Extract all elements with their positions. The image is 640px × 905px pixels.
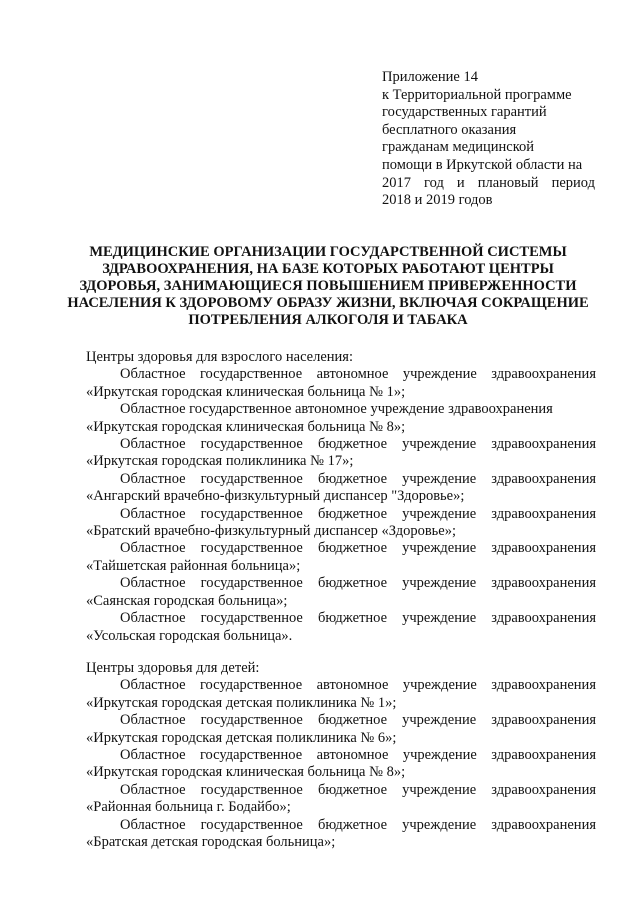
institution-type: Областное государственное бюджетное учреждение здравоохранения [120, 470, 596, 487]
children-centers-section [86, 660, 596, 851]
list-item [86, 677, 596, 712]
institution-name: «Иркутская городская клиническая больница № 8»; [86, 764, 406, 781]
list-item [86, 712, 596, 747]
appendix-block [382, 69, 595, 210]
institution-type: Областное государственное бюджетное учреждение здравоохранения [120, 781, 596, 798]
list-item [86, 540, 596, 575]
list-item [86, 366, 596, 401]
institution-name: «Районная больница г. Бодайбо»; [86, 799, 291, 816]
institution-name: «Братская детская городская больница»; [86, 834, 336, 851]
document-title [58, 244, 598, 329]
list-item [86, 401, 596, 436]
appendix-line: гражданам медицинской [382, 139, 535, 156]
institution-type: Областное государственное бюджетное учреждение здравоохранения [120, 505, 596, 522]
title-line: НАСЕЛЕНИЯ К ЗДОРОВОМУ ОБРАЗУ ЖИЗНИ, ВКЛЮЧАЯ СОКРАЩЕНИЕ [67, 295, 589, 311]
appendix-line: 2017 год и плановый период [382, 174, 595, 191]
list-item [86, 610, 596, 645]
section-heading: Центры здоровья для взрослого населения: [86, 349, 354, 365]
institution-name: «Иркутская городская клиническая больница № 8»; [86, 418, 406, 435]
title-line: ЗДОРОВЬЯ, ЗАНИМАЮЩИЕСЯ ПОВЫШЕНИЕМ ПРИВЕРЖЕННОСТИ [79, 278, 577, 294]
section-heading: Центры здоровья для детей: [86, 660, 260, 676]
appendix-line: государственных гарантий [382, 104, 547, 121]
appendix-line: 2018 и 2019 годов [382, 192, 493, 209]
institution-type: Областное государственное автономное учреждение здравоохранения [120, 366, 596, 383]
institution-name: «Братский врачебно-физкультурный диспансер «Здоровье»; [86, 523, 456, 540]
institution-name: «Ангарский врачебно-физкультурный диспансер "Здоровье»; [86, 488, 465, 505]
title-line: ПОТРЕБЛЕНИЯ АЛКОГОЛЯ И ТАБАКА [188, 312, 468, 328]
institution-name: «Усольская городская больница». [86, 627, 293, 644]
institution-type: Областное государственное бюджетное учреждение здравоохранения [120, 816, 596, 833]
title-line: МЕДИЦИНСКИЕ ОРГАНИЗАЦИИ ГОСУДАРСТВЕННОЙ СИСТЕМЫ [89, 244, 567, 260]
institution-type: Областное государственное бюджетное учреждение здравоохранения [120, 540, 596, 557]
list-item [86, 817, 596, 852]
institution-type: Областное государственное бюджетное учреждение здравоохранения [120, 575, 596, 592]
institution-name: «Саянская городская больница»; [86, 592, 288, 609]
institution-type: Областное государственное автономное учреждение здравоохранения [120, 747, 596, 764]
institution-type: Областное государственное автономное учреждение здравоохранения [120, 401, 553, 418]
institution-name: «Тайшетская районная больница»; [86, 557, 301, 574]
adult-centers-section [86, 349, 596, 645]
appendix-line: бесплатного оказания [382, 121, 517, 138]
institution-name: «Иркутская городская детская поликлиника № 6»; [86, 729, 397, 746]
institution-name: «Иркутская городская детская поликлиника № 1»; [86, 694, 397, 711]
list-item [86, 782, 596, 817]
institution-type: Областное государственное автономное учреждение здравоохранения [120, 677, 596, 694]
list-item [86, 506, 596, 541]
title-line: ЗДРАВООХРАНЕНИЯ, НА БАЗЕ КОТОРЫХ РАБОТАЮТ ЦЕНТРЫ [102, 261, 554, 277]
institution-type: Областное государственное бюджетное учреждение здравоохранения [120, 610, 596, 627]
institution-type: Областное государственное бюджетное учреждение здравоохранения [120, 712, 596, 729]
appendix-line: к Территориальной программе [382, 86, 572, 103]
appendix-line: помощи в Иркутской области на [382, 156, 583, 173]
list-item [86, 436, 596, 471]
list-item [86, 747, 596, 782]
list-item [86, 575, 596, 610]
institution-name: «Иркутская городская поликлиника № 17»; [86, 453, 354, 470]
institution-name: «Иркутская городская клиническая больница № 1»; [86, 383, 406, 400]
institution-type: Областное государственное бюджетное учреждение здравоохранения [120, 436, 596, 453]
appendix-line: Приложение 14 [382, 69, 478, 85]
list-item [86, 471, 596, 506]
